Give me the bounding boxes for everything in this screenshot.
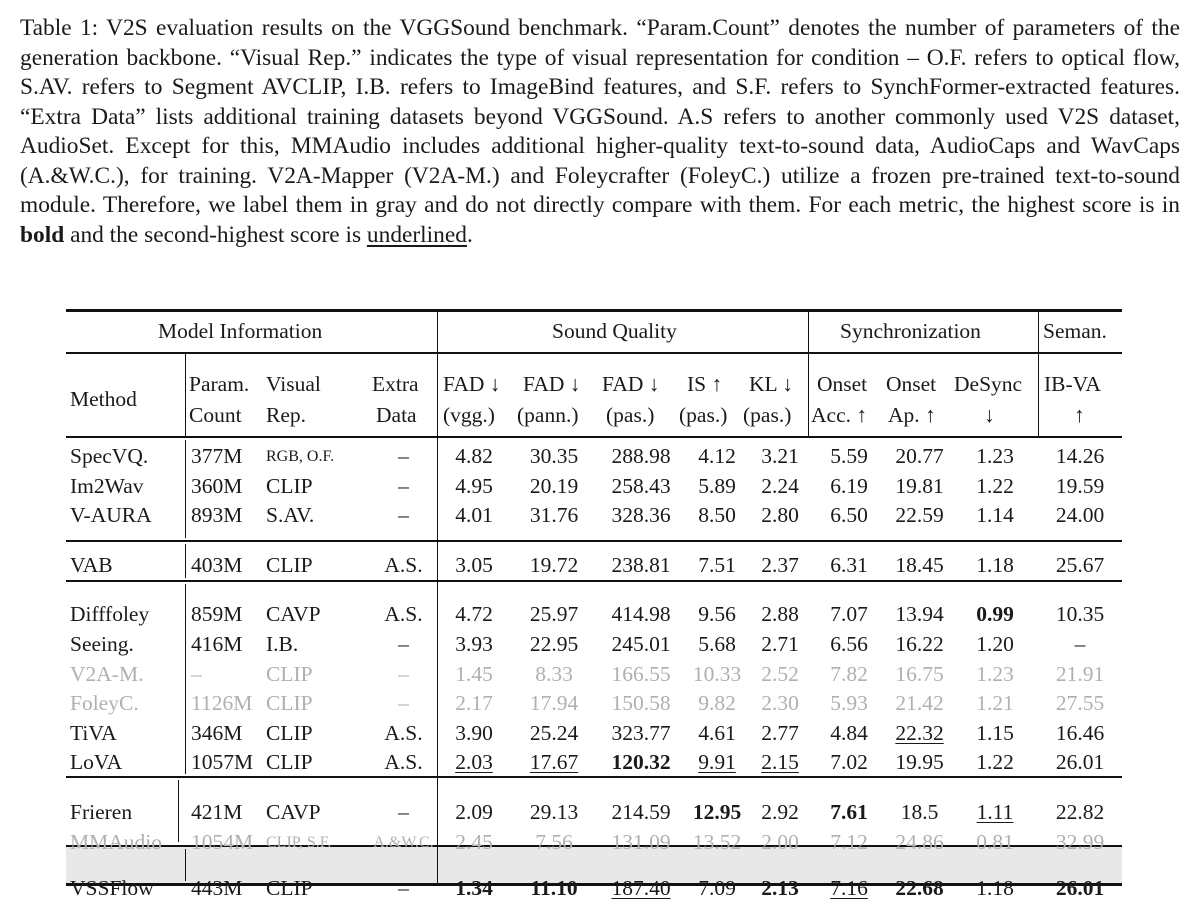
cell-fad-pas: 288.98 (611, 444, 671, 468)
cell-onset-acc: 6.19 (830, 473, 868, 498)
cell-onset-ap: 18.45 (895, 552, 944, 577)
cell-fad-pann: 31.76 (529, 503, 579, 528)
cell-extra: A.S. (384, 602, 423, 627)
cell-extra: – (398, 503, 409, 528)
cell-fad-pas: 131.09 (611, 829, 671, 854)
caption-text: Table 1: V2S evaluation results on the VGGSound benchmark. “Param.Count” denotes the number of parameters of the generation backbone. “Visual Rep.” indicates the type of visual representation for condition – O.F. refers to optical flow, S.AV. refers to Segment AVCLIP, I.B. refers to ImageBind features, and S.F. refers to SynchFormer-extracted features. “Extra Data” lists additional training datasets beyond VGGSound. A.S refers to another commonly used V2S dataset, AudioSet. Except for this, MMAudio includes additional higher-quality text-to-sound data, AudioCaps and WavCaps (A.&W.C.), for training. V2A-Mapper (V2A-M.) and Foleycrafter (FoleyC.) utilize a frozen pre-trained text-to-sound module. Therefore, we label them in gray and do not directly compare with them. For each metric, the highest score is in (20, 15, 1180, 218)
cell-desync: 0.99 (976, 602, 1014, 627)
cell-param: 403M (191, 552, 243, 577)
cell-is: 9.56 (698, 602, 736, 627)
cell-fad-pann: 7.56 (535, 829, 573, 854)
cell-visual: I.B. (266, 631, 299, 656)
cell-method: Im2Wav (70, 473, 144, 498)
cell-onset-acc: 7.02 (830, 750, 868, 775)
table-row (66, 592, 1122, 630)
divider-sync-seman (1038, 312, 1039, 436)
cell-fad-pas: 323.77 (611, 720, 671, 745)
cell-fad-pann: 25.97 (529, 602, 579, 627)
cell-fad-pann: 22.95 (529, 631, 579, 656)
cell-param: 421M (191, 799, 243, 824)
cell-method: VSSFlow (70, 876, 154, 901)
cell-onset-acc: 5.93 (830, 691, 868, 716)
cell-fad-pann: 30.35 (529, 444, 579, 468)
cell-ibva: 22.82 (1055, 799, 1105, 824)
cell-onset-ap: 19.81 (895, 473, 944, 498)
header-method: Method (70, 387, 137, 411)
cell-kl: 2.37 (761, 552, 799, 577)
cell-method: Difffoley (70, 602, 150, 627)
header-onset-acc-line1: Onset (817, 372, 868, 396)
cell-onset-ap: 18.5 (900, 799, 939, 824)
cell-onset-ap: 19.95 (895, 750, 944, 775)
caption-underlined-word: underlined (366, 221, 467, 248)
cell-fad-pas: 328.36 (611, 503, 671, 528)
cell-onset-acc: 6.31 (830, 552, 868, 577)
cell-extra: – (398, 444, 409, 468)
cell-visual: CLIP (266, 876, 313, 901)
cell-fad-pann: 11.10 (530, 876, 578, 901)
header-fad-pas-line1: FAD ↓ (602, 372, 660, 396)
cell-desync: 1.22 (976, 473, 1014, 498)
cell-fad-pas: 187.40 (611, 876, 671, 901)
cell-fad-vgg: 3.05 (455, 552, 493, 577)
cell-fad-vgg: 2.03 (455, 750, 493, 775)
cell-fad-pas: 245.01 (611, 631, 671, 656)
table-row (66, 790, 1122, 828)
cell-param: 1054M (191, 829, 254, 854)
cell-onset-ap: 22.32 (895, 720, 944, 745)
cell-fad-vgg: 2.45 (455, 829, 493, 854)
table-row (66, 689, 1122, 719)
cell-extra: – (398, 473, 409, 498)
cell-desync: 1.21 (976, 691, 1014, 716)
cell-fad-pann: 25.24 (529, 720, 579, 745)
cell-method: Seeing. (70, 631, 134, 656)
cell-ibva: 25.67 (1055, 552, 1105, 577)
cell-fad-pas: 150.58 (611, 691, 671, 716)
group-synchronization: Synchronization (840, 319, 981, 343)
cell-fad-pas: 120.32 (611, 750, 671, 775)
cell-onset-acc: 6.50 (830, 503, 868, 528)
cell-is: 7.51 (698, 552, 736, 577)
header-fad-vgg-line2: (vgg.) (443, 403, 495, 427)
cell-param: 893M (191, 503, 243, 528)
cell-kl: 2.80 (761, 503, 799, 528)
cell-onset-acc: 7.82 (830, 661, 868, 686)
caption-bold-word: bold (20, 221, 65, 248)
group-sound-quality: Sound Quality (552, 319, 677, 343)
cell-kl: 2.13 (761, 876, 799, 901)
cell-visual: S.AV. (266, 503, 315, 528)
cell-onset-acc: 5.59 (830, 444, 868, 468)
cell-ibva: 26.01 (1055, 876, 1105, 901)
cell-fad-vgg: 3.93 (455, 631, 493, 656)
cell-fad-vgg: 4.01 (455, 503, 493, 528)
header-param-line1: Param. (189, 372, 250, 396)
header-extra-line1: Extra (372, 372, 419, 396)
cell-onset-ap: 21.42 (895, 691, 944, 716)
cell-visual: CAVP (266, 799, 321, 824)
table-row (66, 660, 1122, 690)
cell-is: 7.09 (698, 876, 736, 901)
header-ibva-line2: ↑ (1074, 403, 1085, 427)
cell-visual: CAVP (266, 602, 321, 627)
cell-onset-acc: 7.16 (830, 876, 868, 901)
header-visual-line1: Visual (266, 372, 321, 396)
table-caption (20, 14, 1180, 250)
table-row (66, 543, 1122, 593)
header-ibva-line1: IB-VA (1044, 372, 1101, 396)
cell-method: VAB (70, 552, 113, 577)
top-rule (66, 309, 1122, 312)
cell-kl: 2.30 (761, 691, 799, 716)
cell-desync: 1.15 (976, 720, 1014, 745)
header-onset-acc-line2: Acc. ↑ (811, 403, 868, 427)
cell-ibva: 16.46 (1055, 720, 1105, 745)
header-rule (66, 436, 1122, 438)
cell-param: 346M (191, 720, 243, 745)
group-semantics: Seman. (1043, 319, 1107, 343)
cell-desync: 1.18 (976, 552, 1014, 577)
cell-visual: CLIP, S.F. (266, 833, 332, 851)
cell-ibva: 32.99 (1055, 829, 1105, 854)
cell-fad-vgg: 4.72 (455, 602, 493, 627)
header-extra-line2: Data (376, 403, 417, 427)
header-is-line1: IS ↑ (687, 372, 723, 396)
cell-visual: CLIP (266, 661, 313, 686)
group-rule (66, 352, 1122, 354)
cell-visual: CLIP (266, 552, 313, 577)
cell-ibva: 14.26 (1055, 444, 1105, 468)
caption-text-middle: and the second-highest score is (64, 221, 367, 248)
cell-fad-pann: 20.19 (529, 473, 579, 498)
cell-method: Frieren (70, 799, 133, 824)
cell-fad-vgg: 2.09 (455, 799, 493, 824)
cell-param: 1057M (191, 750, 254, 775)
header-kl-line1: KL ↓ (749, 372, 793, 396)
header-desync-line2: ↓ (984, 403, 995, 427)
table-row (66, 501, 1122, 543)
cell-fad-pas: 414.98 (611, 602, 671, 627)
cell-extra: – (398, 876, 409, 901)
cell-onset-acc: 7.12 (830, 829, 868, 854)
header-fad-pann-line1: FAD ↓ (523, 372, 581, 396)
table-row (66, 828, 1122, 868)
results-table-body (66, 442, 1122, 904)
cell-onset-ap: 24.86 (895, 829, 944, 854)
cell-desync: 1.23 (976, 661, 1014, 686)
cell-onset-ap: 13.94 (895, 602, 944, 627)
cell-fad-pas: 238.81 (611, 552, 671, 577)
cell-visual: CLIP (266, 691, 313, 716)
cell-param: 360M (191, 473, 243, 498)
cell-param: 1126M (191, 691, 253, 716)
cell-visual: CLIP (266, 720, 313, 745)
cell-method: MMAudio (70, 829, 162, 854)
cell-param: 859M (191, 602, 243, 627)
cell-desync: 1.22 (976, 750, 1014, 775)
cell-onset-acc: 7.07 (830, 602, 868, 627)
cell-desync: 1.11 (976, 799, 1014, 824)
cell-ibva: 26.01 (1055, 750, 1105, 775)
cell-onset-ap: 20.77 (895, 444, 944, 468)
cell-onset-ap: 22.68 (895, 876, 944, 901)
cell-is: 5.89 (698, 473, 736, 498)
cell-kl: 2.00 (761, 829, 799, 854)
cell-fad-pann: 17.67 (529, 750, 579, 775)
cell-ibva: 19.59 (1055, 473, 1105, 498)
cell-is: 4.12 (698, 444, 736, 468)
cell-onset-acc: 4.84 (830, 720, 868, 745)
header-fad-pas-line2: (pas.) (606, 403, 655, 427)
cell-fad-pas: 258.43 (611, 473, 671, 498)
cell-extra: A.S. (384, 720, 423, 745)
cell-is: 5.68 (698, 631, 736, 656)
header-desync-line1: DeSync (954, 372, 1023, 396)
cell-kl: 2.24 (761, 473, 799, 498)
cell-extra: A.S. (384, 552, 423, 577)
caption-suffix: . (466, 221, 473, 248)
cell-kl: 3.21 (761, 444, 799, 468)
cell-method: V2A-M. (70, 661, 144, 686)
cell-desync: 0.81 (976, 829, 1014, 854)
table-row (66, 442, 1122, 472)
cell-desync: 1.18 (976, 876, 1014, 901)
cell-ibva: 27.55 (1055, 691, 1105, 716)
header-onset-ap-line1: Onset (886, 372, 937, 396)
cell-fad-vgg: 4.82 (455, 444, 493, 468)
cell-fad-pann: 19.72 (529, 552, 579, 577)
cell-fad-vgg: 2.17 (455, 691, 493, 716)
cell-desync: 1.14 (976, 503, 1014, 528)
cell-visual: CLIP (266, 750, 313, 775)
cell-fad-vgg: 4.95 (455, 473, 493, 498)
group-model-information: Model Information (158, 319, 323, 343)
table-row (66, 630, 1122, 660)
table-row (66, 748, 1122, 790)
cell-kl: 2.71 (761, 631, 799, 656)
cell-method: TiVA (70, 720, 117, 745)
table-row (66, 719, 1122, 749)
cell-onset-acc: 7.61 (830, 799, 868, 824)
cell-fad-vgg: 1.45 (455, 661, 493, 686)
cell-param: 443M (191, 876, 243, 901)
cell-is: 9.91 (698, 750, 736, 775)
header-visual-line2: Rep. (266, 403, 307, 427)
cell-onset-ap: 22.59 (895, 503, 944, 528)
cell-fad-pas: 214.59 (611, 799, 671, 824)
cell-visual: CLIP (266, 473, 313, 498)
divider-sound-sync (808, 312, 809, 436)
cell-extra: – (398, 691, 409, 716)
cell-is: 8.50 (698, 503, 736, 528)
cell-method: V-AURA (70, 503, 152, 528)
cell-method: LoVA (70, 750, 123, 775)
cell-visual: RGB, O.F. (266, 448, 335, 465)
cell-kl: 2.52 (761, 661, 799, 686)
cell-is: 10.33 (692, 661, 742, 686)
cell-fad-pann: 17.94 (529, 691, 579, 716)
cell-fad-vgg: 1.34 (455, 876, 493, 901)
table-row (66, 867, 1122, 904)
cell-extra: A.S. (384, 750, 423, 775)
cell-is: 12.95 (692, 799, 742, 824)
cell-ibva: 10.35 (1055, 602, 1105, 627)
cell-ibva: – (1074, 631, 1086, 656)
header-onset-ap-line2: Ap. ↑ (888, 403, 936, 427)
cell-kl: 2.92 (761, 799, 799, 824)
cell-method: FoleyC. (70, 691, 139, 716)
cell-fad-pann: 29.13 (529, 799, 579, 824)
cell-onset-ap: 16.75 (895, 661, 944, 686)
cell-desync: 1.20 (976, 631, 1014, 656)
cell-is: 4.61 (698, 720, 736, 745)
cell-onset-acc: 6.56 (830, 631, 868, 656)
cell-param: 416M (191, 631, 243, 656)
table-row (66, 472, 1122, 502)
cell-extra: – (398, 799, 409, 824)
header-kl-line2: (pas.) (743, 403, 792, 427)
header-is-line2: (pas.) (679, 403, 728, 427)
cell-kl: 2.88 (761, 602, 799, 627)
cell-fad-vgg: 3.90 (455, 720, 493, 745)
cell-ibva: 24.00 (1055, 503, 1105, 528)
cell-is: 9.82 (698, 691, 736, 716)
header-param-line2: Count (189, 403, 242, 427)
cell-kl: 2.15 (761, 750, 799, 775)
header-fad-vgg-line1: FAD ↓ (443, 372, 501, 396)
cell-extra: – (398, 631, 409, 656)
cell-method: SpecVQ. (70, 444, 149, 468)
cell-fad-pann: 8.33 (535, 661, 573, 686)
cell-is: 13.52 (692, 829, 742, 854)
cell-param: 377M (191, 444, 243, 468)
header-fad-pann-line2: (pann.) (517, 403, 579, 427)
cell-desync: 1.23 (976, 444, 1014, 468)
cell-param: – (191, 661, 202, 686)
divider-method (185, 354, 186, 436)
cell-onset-ap: 16.22 (895, 631, 944, 656)
cell-extra: A.&W.C. (373, 833, 434, 851)
cell-extra: – (398, 661, 409, 686)
cell-ibva: 21.91 (1055, 661, 1105, 686)
cell-kl: 2.77 (761, 720, 799, 745)
cell-fad-pas: 166.55 (611, 661, 671, 686)
